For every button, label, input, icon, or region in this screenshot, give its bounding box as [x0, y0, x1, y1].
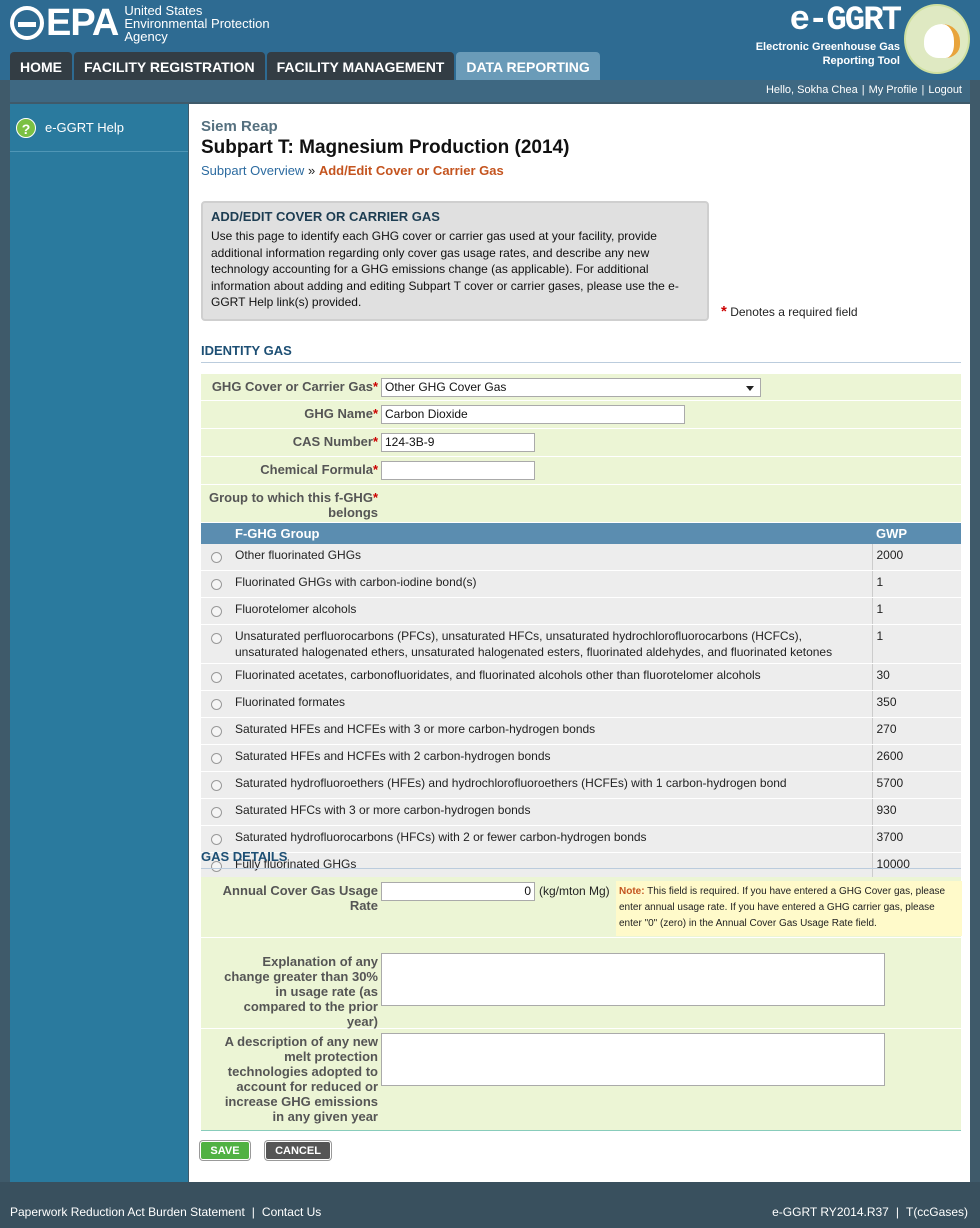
tab-facility-registration[interactable]: FACILITY REGISTRATION: [74, 52, 265, 80]
usage-rate-note: Note: This field is required. If you have entered a GHG Cover gas, please enter annual usage rate. If you have entered a GHG carrier gas, please enter "0" (zero) in the Annual Cover Gas Usage Rate field.: [616, 881, 962, 936]
table-row: [201, 745, 961, 772]
fghg-gwp-value: 2000: [872, 544, 961, 571]
logout-link[interactable]: Logout: [928, 84, 962, 96]
row-gas-type: GHG Cover or Carrier Gas* Other GHG Cover Gas: [201, 374, 961, 401]
fghg-group-name: Other fluorinated GHGs: [231, 544, 872, 571]
row-description: [201, 1029, 961, 1131]
fghg-gwp-value: 350: [872, 691, 961, 718]
eggrt-logo[interactable]: [756, 2, 900, 68]
paperwork-link[interactable]: Paperwork Reduction Act Burden Statement: [10, 1205, 245, 1219]
info-box: [201, 201, 709, 321]
site-header: [0, 0, 980, 80]
row-usage-rate: Annual Cover Gas Usage Rate 0 (kg/mton Mg): [201, 877, 961, 938]
ghg-name-input[interactable]: Carbon Dioxide: [381, 405, 685, 424]
required-star-icon: *: [372, 379, 378, 394]
row-ghg-name: GHG Name* Carbon Dioxide: [201, 401, 961, 429]
tab-facility-management[interactable]: FACILITY MANAGEMENT: [267, 52, 455, 80]
fghg-group-name: Fluorinated GHGs with carbon-iodine bond(s): [231, 571, 872, 598]
fghg-group-name: Saturated HFEs and HCFEs with 2 carbon-hydrogen bonds: [231, 745, 872, 772]
fghg-gwp-value: 270: [872, 718, 961, 745]
required-star-icon: *: [372, 490, 378, 505]
table-row: [201, 691, 961, 718]
page-code: T(ccGases): [905, 1205, 968, 1219]
fghg-group-radio[interactable]: [211, 552, 222, 563]
column-header-gwp: GWP: [872, 523, 961, 544]
fghg-group-table: [201, 523, 961, 880]
fghg-group-radio[interactable]: [211, 807, 222, 818]
fghg-gwp-value: 1: [872, 571, 961, 598]
fghg-group-name: Unsaturated perfluorocarbons (PFCs), unsaturated HFCs, unsaturated hydrochlorofluorocarbons (HCFCs), unsaturated halogenated ethers, unsaturated halogenated esters, fluorinated aldehydes, and fluorinated ketones: [231, 625, 872, 664]
fghg-gwp-value: 930: [872, 799, 961, 826]
tab-home[interactable]: HOME: [10, 52, 72, 80]
row-explanation: [201, 938, 961, 1029]
contact-link[interactable]: Contact Us: [261, 1205, 322, 1219]
breadcrumb-subpart-overview[interactable]: Subpart Overview: [201, 163, 305, 178]
required-star-icon: *: [372, 462, 378, 477]
fghg-group-name: Saturated hydrofluorocarbons (HFCs) with 2 or fewer carbon-hydrogen bonds: [231, 826, 872, 853]
user-greeting: Hello, Sokha Chea: [765, 84, 858, 96]
fghg-group-name: Fully fluorinated GHGs: [231, 853, 872, 880]
sidebar-item-label: e-GGRT Help: [45, 120, 124, 135]
chevron-down-icon: [746, 386, 754, 391]
site-footer: Paperwork Reduction Act Burden Statement | Contact Us e-GGRT RY2014.R37 | T(ccGases): [0, 1182, 980, 1228]
info-title: ADD/EDIT COVER OR CARRIER GAS: [211, 209, 440, 224]
fghg-group-name: Fluorinated formates: [231, 691, 872, 718]
table-row: [201, 718, 961, 745]
explanation-textarea[interactable]: [381, 953, 885, 1006]
required-star-icon: *: [721, 303, 727, 320]
info-body: Use this page to identify each GHG cover or carrier gas used at your facility, provide additional information regarding only cover gas usage rates, and describe any new technology accounting for a GHG emissions change (as applicable). For additional information about adding and editing Subpart T cover or carrier gases, please use the e-GGRT Help link(s) provided.: [211, 229, 679, 309]
gas-type-select[interactable]: Other GHG Cover Gas: [381, 378, 761, 397]
epa-logo[interactable]: [10, 3, 270, 43]
fghg-gwp-value: 5700: [872, 772, 961, 799]
fghg-gwp-value: 1: [872, 598, 961, 625]
table-row: [201, 664, 961, 691]
fghg-group-name: Saturated HFEs and HCFEs with 3 or more carbon-hydrogen bonds: [231, 718, 872, 745]
fghg-group-radio[interactable]: [211, 780, 222, 791]
main-nav: [10, 52, 600, 80]
usage-rate-input[interactable]: 0: [381, 882, 535, 901]
main-content: [189, 104, 970, 1182]
tab-data-reporting[interactable]: DATA REPORTING: [456, 52, 599, 80]
row-fghg-group: Group to which this f-GHG* belongs: [201, 485, 961, 523]
fghg-group-radio[interactable]: [211, 834, 222, 845]
app-subtitle: Electronic Greenhouse Gas: [755, 41, 900, 53]
description-textarea[interactable]: [381, 1033, 885, 1086]
fghg-group-name: Fluorinated acetates, carbonofluoridates, and fluorinated alcohols other than fluorotelomer alcohols: [231, 664, 872, 691]
user-bar: Hello, Sokha Chea | My Profile | Logout: [10, 80, 970, 102]
sidebar: [10, 104, 188, 1182]
fghg-group-name: Saturated HFCs with 3 or more carbon-hydrogen bonds: [231, 799, 872, 826]
sidebar-item-help[interactable]: [10, 104, 188, 152]
required-field-note: * Denotes a required field: [721, 303, 858, 320]
app-title: e-GGRT: [789, 2, 900, 40]
page-title: Subpart T: Magnesium Production (2014): [201, 137, 570, 158]
fghg-group-radio[interactable]: [211, 699, 222, 710]
table-row: [201, 571, 961, 598]
fghg-group-radio[interactable]: [211, 579, 222, 590]
agency-name: United States Environmental Protection Agency: [124, 2, 270, 44]
epa-logo-text: EPA: [46, 1, 119, 44]
fghg-group-name: Saturated hydrofluoroethers (HFEs) and hydrochlorofluoroethers (HCFEs) with 1 carbon-hydrogen bond: [231, 772, 872, 799]
fghg-gwp-value: 30: [872, 664, 961, 691]
section-title-identity: IDENTITY GAS: [201, 343, 961, 363]
table-row: [201, 772, 961, 799]
fghg-group-radio[interactable]: [211, 672, 222, 683]
explanation-label: Explanation of any change greater than 30% in usage rate (as compared to the prior year): [224, 954, 378, 1029]
facility-name: Siem Reap: [201, 118, 278, 135]
required-star-icon: *: [372, 434, 378, 449]
required-star-icon: *: [372, 406, 378, 421]
section-title-details: GAS DETAILS: [201, 849, 961, 869]
help-icon: ?: [16, 118, 36, 138]
chemical-formula-input[interactable]: [381, 461, 535, 480]
table-header-row: [201, 523, 961, 544]
fghg-gwp-value: 10000: [872, 853, 961, 880]
fghg-group-radio[interactable]: [211, 633, 222, 644]
epa-flower-icon: [10, 6, 44, 40]
table-row: [201, 544, 961, 571]
fghg-group-radio[interactable]: [211, 726, 222, 737]
fghg-gwp-value: 2600: [872, 745, 961, 772]
my-profile-link[interactable]: My Profile: [868, 84, 918, 96]
cas-number-input[interactable]: 124-3B-9: [381, 433, 535, 452]
breadcrumb: Subpart Overview » Add/Edit Cover or Carrier Gas: [201, 163, 504, 178]
usage-unit: (kg/mton Mg): [539, 884, 610, 898]
fghg-group-name: Fluorotelomer alcohols: [231, 598, 872, 625]
row-chemical-formula: Chemical Formula*: [201, 457, 961, 485]
column-header-group: F-GHG Group: [231, 523, 872, 544]
version-text: e-GGRT RY2014.R37: [772, 1205, 889, 1219]
fghg-group-radio[interactable]: [211, 606, 222, 617]
fghg-gwp-value: 3700: [872, 826, 961, 853]
save-button[interactable]: SAVE: [200, 1141, 250, 1160]
app-subtitle: Reporting Tool: [822, 55, 900, 67]
description-label: A description of any new melt protection technologies adopted to account for reduced or increase GHG emissions in any given year: [224, 1034, 378, 1124]
cancel-button[interactable]: CANCEL: [265, 1141, 331, 1160]
table-row: [201, 598, 961, 625]
bird-logo-icon: [904, 4, 970, 74]
table-row: [201, 625, 961, 664]
fghg-group-radio[interactable]: [211, 753, 222, 764]
fghg-gwp-value: 1: [872, 625, 961, 664]
breadcrumb-current: Add/Edit Cover or Carrier Gas: [318, 163, 504, 178]
row-cas-number: CAS Number* 124-3B-9: [201, 429, 961, 457]
table-row: [201, 799, 961, 826]
